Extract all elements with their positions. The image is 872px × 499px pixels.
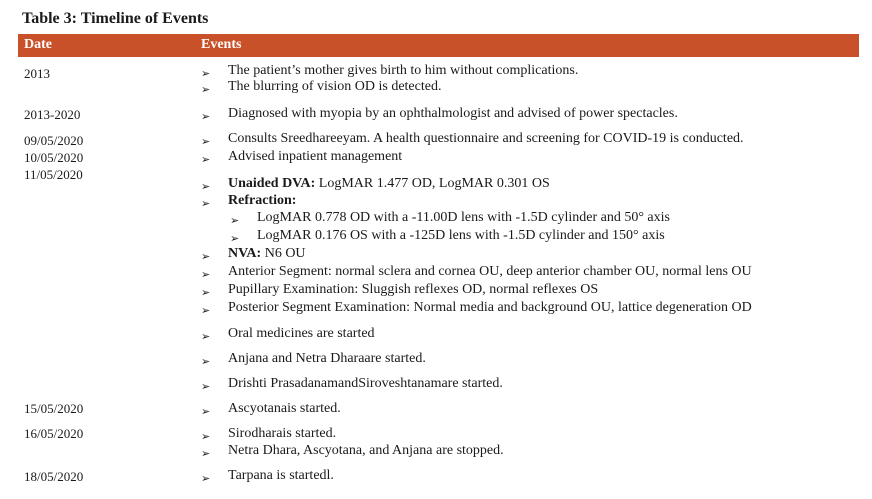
event-item: Consults Sreedhareeyam. A health questionnaire and screening for COVID-19 is conducted. <box>228 131 744 146</box>
bullet-arrow-icon: ➢ <box>201 431 211 443</box>
event-item: Anterior Segment: normal sclera and cornea OU, deep anterior chamber OU, normal lens OU <box>228 264 752 279</box>
column-header-events: Events <box>201 37 242 52</box>
date-cell: 11/05/2020 <box>24 167 83 182</box>
event-text: LogMAR 1.477 OD, LogMAR 0.301 OS <box>315 176 550 191</box>
bullet-arrow-icon: ➢ <box>201 305 211 317</box>
bullet-arrow-icon: ➢ <box>201 406 211 418</box>
table-title: Table 3: Timeline of Events <box>22 10 209 27</box>
event-item: Oral medicines are started <box>228 326 375 341</box>
event-item: Sirodharais started. <box>228 426 337 441</box>
event-label: Refraction: <box>228 193 297 208</box>
event-item <box>228 246 306 262</box>
event-item: Anjana and Netra Dharaare started. <box>228 351 426 366</box>
date-cell: 18/05/2020 <box>24 469 84 484</box>
date-cell: 15/05/2020 <box>24 401 84 416</box>
event-subitem: LogMAR 0.778 OD with a -11.00D lens with -1.5D cylinder and 50° axis <box>257 210 670 225</box>
bullet-arrow-icon: ➢ <box>201 84 211 96</box>
event-item: The blurring of vision OD is detected. <box>228 79 442 94</box>
bullet-arrow-icon: ➢ <box>201 356 211 368</box>
event-item: Diagnosed with myopia by an ophthalmologist and advised of power spectacles. <box>228 106 678 121</box>
event-item: The patient’s mother gives birth to him without complications. <box>228 63 579 78</box>
event-item: Posterior Segment Examination: Normal media and background OU, lattice degeneration OD <box>228 300 752 315</box>
event-text: N6 OU <box>261 246 306 261</box>
event-item: Advised inpatient management <box>228 149 403 164</box>
event-label: Unaided DVA: <box>228 176 316 191</box>
event-item: Pupillary Examination: Sluggish reflexes OD, normal reflexes OS <box>228 282 599 297</box>
event-item: Ascyotanais started. <box>228 401 341 416</box>
bullet-arrow-icon: ➢ <box>201 136 211 148</box>
date-cell: 09/05/2020 <box>24 133 84 148</box>
bullet-arrow-icon: ➢ <box>201 269 211 281</box>
bullet-arrow-icon: ➢ <box>201 448 211 460</box>
event-item <box>228 176 550 192</box>
bullet-arrow-icon: ➢ <box>230 215 240 227</box>
bullet-arrow-icon: ➢ <box>201 68 211 80</box>
column-header-date: Date <box>24 37 52 52</box>
event-item <box>228 193 296 209</box>
date-cell: 2013 <box>24 66 50 81</box>
event-item: Netra Dhara, Ascyotana, and Anjana are stopped. <box>228 443 504 458</box>
event-subitem: LogMAR 0.176 OS with a -125D lens with -1.5D cylinder and 150° axis <box>257 228 665 243</box>
date-cell: 2013-2020 <box>24 107 81 122</box>
event-label: NVA: <box>228 246 262 261</box>
bullet-arrow-icon: ➢ <box>201 154 211 166</box>
bullet-arrow-icon: ➢ <box>201 251 211 263</box>
bullet-arrow-icon: ➢ <box>201 331 211 343</box>
bullet-arrow-icon: ➢ <box>201 381 211 393</box>
bullet-arrow-icon: ➢ <box>201 198 211 210</box>
table-header <box>18 34 859 57</box>
date-cell: 16/05/2020 <box>24 426 84 441</box>
event-item: Drishti PrasadanamandSiroveshtanamare started. <box>228 376 503 391</box>
bullet-arrow-icon: ➢ <box>230 233 240 245</box>
date-cell: 10/05/2020 <box>24 150 84 165</box>
bullet-arrow-icon: ➢ <box>201 181 211 193</box>
event-item: Tarpana is startedl. <box>228 468 334 483</box>
bullet-arrow-icon: ➢ <box>201 473 211 485</box>
bullet-arrow-icon: ➢ <box>201 287 211 299</box>
bullet-arrow-icon: ➢ <box>201 111 211 123</box>
